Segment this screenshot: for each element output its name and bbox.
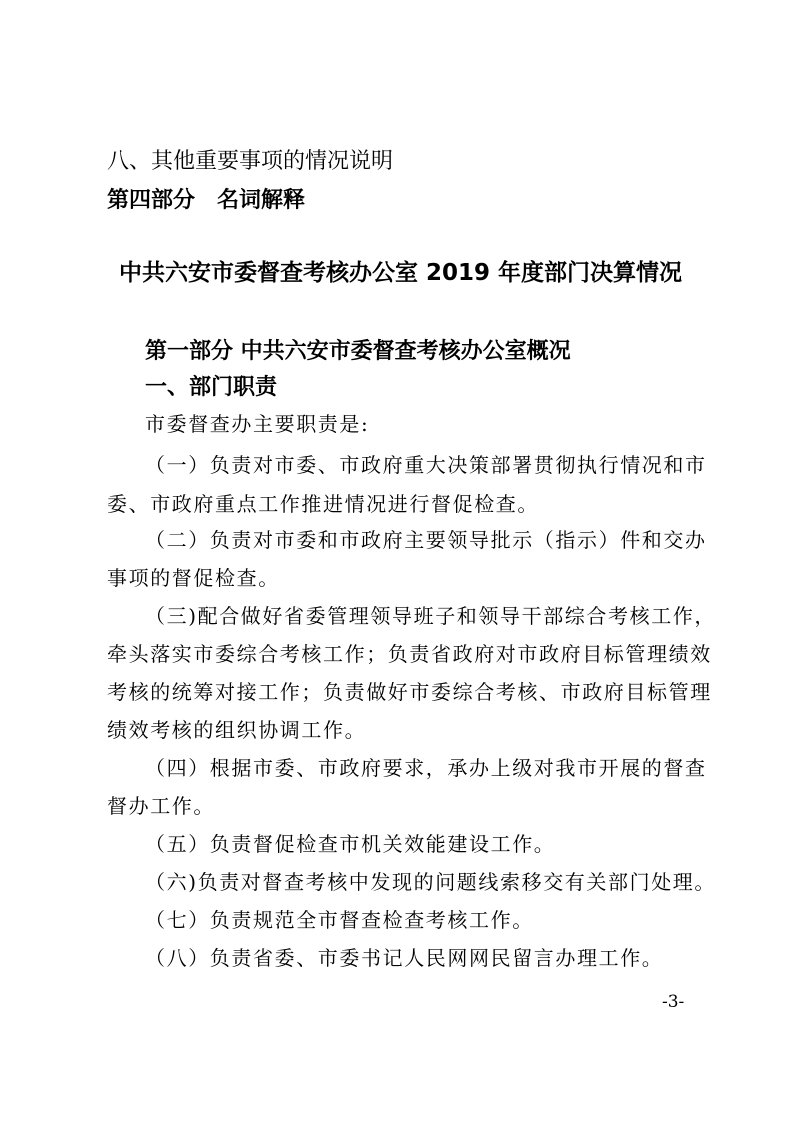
- duty-4-line-2: 督办工作。: [107, 794, 215, 818]
- duty-4-line-1: （四）根据市委、市政府要求，承办上级对我市开展的督查: [145, 756, 707, 780]
- duty-1-line-2: 委、市政府重点工作推进情况进行督促检查。: [107, 492, 539, 516]
- duty-6: （六)负责对督查考核中发现的问题线索移交有关部门处理。: [145, 870, 717, 894]
- duty-2-line-1: （二）负责对市委和市政府主要领导批示（指示）件和交办: [145, 528, 707, 552]
- duty-3-line-2: 牵头落实市委综合考核工作；负责省政府对市政府目标管理绩效: [107, 642, 712, 666]
- part-1-heading: 第一部分 中共六安市委督查考核办公室概况: [145, 339, 571, 364]
- duty-3-line-3: 考核的统筹对接工作；负责做好市委综合考核、市政府目标管理: [107, 680, 712, 704]
- toc-part-4: 第四部分 名词解释: [107, 188, 306, 213]
- duty-2-line-2: 事项的督促检查。: [107, 566, 280, 590]
- duty-8: （八）负责省委、市委书记人民网网民留言办理工作。: [145, 946, 664, 970]
- duty-1-line-1: （一）负责对市委、市政府重大决策部署贯彻执行情况和市: [145, 453, 707, 477]
- duties-intro: 市委督查办主要职责是:: [145, 412, 370, 436]
- duty-7: （七）负责规范全市督查检查考核工作。: [145, 908, 534, 932]
- duty-3-line-1: （三)配合做好省委管理领导班子和领导干部综合考核工作，: [145, 604, 717, 628]
- document-title: 中共六安市委督查考核办公室 2019 年度部门决算情况: [119, 260, 683, 286]
- toc-item-8: 八、其他重要事项的情况说明: [107, 149, 394, 174]
- page-number: -3-: [662, 992, 685, 1012]
- duty-3-line-4: 绩效考核的组织协调工作。: [107, 718, 367, 742]
- duty-5: （五）负责督促检查市机关效能建设工作。: [145, 832, 556, 856]
- section-1-heading: 一、部门职责: [145, 375, 278, 400]
